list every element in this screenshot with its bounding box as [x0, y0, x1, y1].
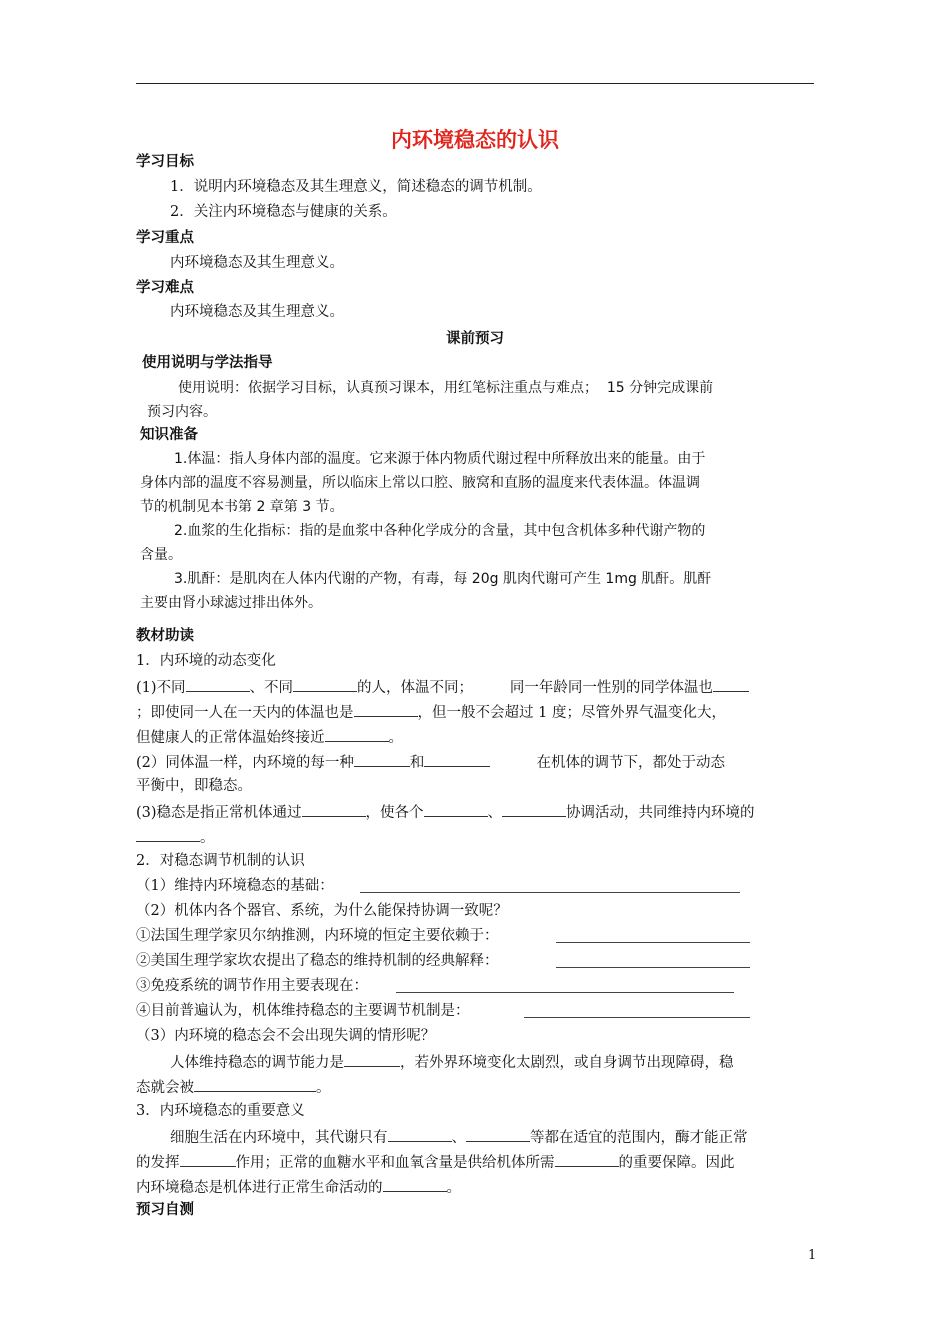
- text: 但健康人的正常体温始终接近: [136, 730, 325, 746]
- answer-line[interactable]: [556, 967, 750, 968]
- text: 协调活动，共同维持内环境的: [566, 805, 755, 821]
- page-title: 内环境稳态的认识: [391, 128, 559, 152]
- knowledge-heading: 知识准备: [140, 427, 198, 443]
- goal-item: 2．关注内环境稳态与健康的关系。: [170, 204, 397, 220]
- fill-line: 平衡中，即稳态。: [136, 778, 252, 794]
- text: 和: [409, 755, 425, 771]
- answer-line[interactable]: [524, 1017, 750, 1018]
- fill-line: [136, 1151, 735, 1173]
- header-rule: [136, 83, 814, 84]
- blank-field[interactable]: [424, 751, 490, 767]
- goal-item: 1．说明内环境稳态及其生理意义，简述稳态的调节机制。: [170, 179, 542, 195]
- guide-line: 预习内容。: [147, 404, 217, 420]
- self-test-heading: 预习自测: [136, 1202, 194, 1218]
- blank-field[interactable]: [713, 676, 749, 692]
- question-line: ④目前普遍认为，机体维持稳态的主要调节机制是：: [136, 1003, 470, 1019]
- text: 的发挥: [136, 1155, 180, 1171]
- blank-field[interactable]: [354, 701, 418, 717]
- text: 、: [487, 805, 503, 821]
- blank-field[interactable]: [180, 1151, 236, 1167]
- knowledge-line: 1.体温：指人身体内部的温度。它来源于体内物质代谢过程中所释放出来的能量。由于: [174, 451, 706, 467]
- fill-line: [136, 726, 403, 748]
- answer-line[interactable]: [396, 992, 734, 993]
- text: (1)不同: [136, 680, 186, 696]
- fill-line: [170, 1126, 748, 1148]
- fill-line: [136, 676, 749, 698]
- blank-field[interactable]: [186, 676, 250, 692]
- text: 同一年龄同一性别的同学体温也: [509, 680, 713, 696]
- fill-line: [136, 1176, 461, 1198]
- text: 、: [451, 1130, 466, 1146]
- knowledge-line: 2.血浆的生化指标：指的是血浆中各种化学成分的含量，其中包含机体多种代谢产物的: [174, 523, 706, 539]
- question-line: ③免疫系统的调节作用主要表现在：: [136, 978, 368, 994]
- focus-heading: 学习重点: [136, 230, 194, 246]
- knowledge-line: 含量。: [140, 547, 182, 563]
- blank-field[interactable]: [383, 1176, 447, 1192]
- fill-line: [136, 826, 215, 848]
- blank-field[interactable]: [344, 1051, 400, 1067]
- text: ，但一般不会超过 1 度；尽管外界气温变化大，: [417, 705, 726, 721]
- text: 作用；正常的血糖水平和血氧含量是供给机体所需: [235, 1155, 555, 1171]
- text: ；即使同一人在一天内的体温也是: [136, 705, 354, 721]
- blank-field[interactable]: [302, 801, 366, 817]
- answer-line[interactable]: [360, 892, 740, 893]
- difficulty-text: 内环境稳态及其生理意义。: [170, 304, 344, 320]
- page-number: 1: [808, 1248, 817, 1263]
- text: 的人，体温不同；: [357, 680, 474, 696]
- blank-field[interactable]: [354, 751, 410, 767]
- blank-field[interactable]: [502, 801, 566, 817]
- knowledge-line: 身体内部的温度不容易测量，所以临床上常以口腔、腋窝和直肠的温度来代表体温。体温调: [140, 475, 700, 491]
- text: 的重要保障。因此: [618, 1155, 735, 1171]
- blank-field[interactable]: [555, 1151, 619, 1167]
- guide-line: 使用说明：依据学习目标，认真预习课本，用红笔标注重点与难点； 15 分钟完成课前: [178, 380, 714, 396]
- section-2-title: 2．对稳态调节机制的认识: [136, 853, 305, 869]
- text: 态就会被: [136, 1080, 194, 1096]
- blank-field[interactable]: [136, 826, 200, 842]
- text: ，若外界环境变化太剧烈，或自身调节出现障碍，稳: [400, 1055, 734, 1071]
- question-line: ①法国生理学家贝尔纳推测，内环境的恒定主要依赖于：: [136, 928, 499, 944]
- text: 、不同: [249, 680, 294, 696]
- text: 。: [446, 1180, 461, 1196]
- goals-heading: 学习目标: [136, 154, 194, 170]
- blank-field[interactable]: [388, 1126, 452, 1142]
- text: ，使各个: [365, 805, 424, 821]
- fill-line: [170, 1051, 734, 1073]
- fill-line: [136, 1076, 331, 1098]
- blank-field[interactable]: [466, 1126, 530, 1142]
- text: 。: [388, 730, 403, 746]
- blank-field[interactable]: [424, 801, 488, 817]
- preview-section-title: 课前预习: [446, 331, 504, 347]
- text: 。: [200, 830, 215, 846]
- answer-line[interactable]: [556, 942, 750, 943]
- fill-line: [136, 701, 726, 723]
- text: (3)稳态是指正常机体通过: [136, 805, 302, 821]
- guide-heading: 使用说明与学法指导: [142, 355, 273, 371]
- question-line: （3）内环境的稳态会不会出现失调的情形呢？: [136, 1028, 436, 1044]
- question-line: （1）维持内环境稳态的基础：: [136, 878, 334, 894]
- knowledge-line: 3.肌酐：是肌肉在人体内代谢的产物，有毒，每 20g 肌肉代谢可产生 1mg 肌酐。肌酐: [174, 571, 712, 587]
- text: 内环境稳态是机体进行正常生命活动的: [136, 1180, 383, 1196]
- question-line: ②美国生理学家坎农提出了稳态的维持机制的经典解释：: [136, 953, 499, 969]
- fill-line: [136, 801, 755, 823]
- text: 在机体的调节下，都处于动态: [536, 755, 725, 771]
- fill-line: [136, 751, 725, 773]
- text: 。: [316, 1080, 331, 1096]
- section-3-title: 3．内环境稳态的重要意义: [136, 1103, 305, 1119]
- difficulty-heading: 学习难点: [136, 280, 194, 296]
- reading-heading: 教材助读: [136, 628, 194, 644]
- text: 人体维持稳态的调节能力是: [170, 1055, 344, 1071]
- knowledge-line: 主要由肾小球滤过排出体外。: [140, 595, 322, 611]
- knowledge-line: 节的机制见本书第 2 章第 3 节。: [140, 499, 344, 515]
- blank-field[interactable]: [325, 726, 389, 742]
- question-line: （2）机体内各个器官、系统，为什么能保持协调一致呢？: [136, 903, 508, 919]
- focus-text: 内环境稳态及其生理意义。: [170, 255, 344, 271]
- blank-field[interactable]: [194, 1076, 316, 1092]
- text: 等都在适宜的范围内，酶才能正常: [530, 1130, 748, 1146]
- text: 细胞生活在内环境中，其代谢只有: [170, 1130, 388, 1146]
- text: (2）同体温一样，内环境的每一种: [136, 755, 354, 771]
- blank-field[interactable]: [293, 676, 357, 692]
- section-1-title: 1．内环境的动态变化: [136, 653, 276, 669]
